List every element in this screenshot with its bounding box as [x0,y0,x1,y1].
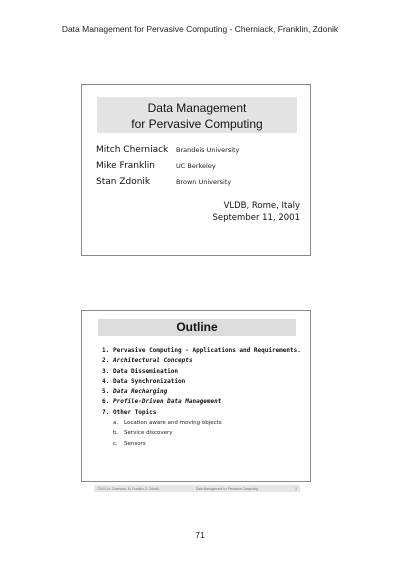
outline-subitem [102,439,301,449]
slide-title-line-1: Data Management [147,101,247,115]
venue-date: September 11, 2001 [212,213,300,223]
author-list [96,145,239,193]
outline-item-number: 1. [102,347,110,354]
outline-item-number: 6. [102,398,110,406]
outline-item-number: 2. [102,357,110,365]
outline-item [102,367,301,377]
venue-location: VLDB, Rome, Italy [223,201,300,211]
slide-title-line-2: for Pervasive Computing [131,117,263,131]
outline-item [102,387,301,397]
outline-subitem-text: Sensors [124,440,146,447]
outline-item-text: Data Dissemination [113,367,179,375]
outline-slide [81,310,311,491]
outline-item-text: Data Synchronization [113,377,186,385]
outline-item [102,356,301,366]
outline-item [102,346,301,356]
outline-item-text: Data Recharging [113,388,168,396]
author-row [96,177,239,193]
slide-title: Outline [98,319,296,336]
author-name: Mike Franklin [96,161,155,171]
outline-subitem-text: Location aware and moving objects [124,420,222,427]
outline-item-number: 7. [102,408,110,416]
footer-slide-number: 2 [295,486,297,491]
author-row [96,145,239,161]
author-institution: Brown University [176,178,232,186]
author-row [96,161,239,177]
outline-subitem-letter: c. [113,440,118,447]
author-name: Stan Zdonik [96,177,151,187]
author-institution: Brandeis University [176,146,240,154]
outline-item-number: 3. [102,367,110,375]
outline-item [102,377,301,387]
slide-title-box [97,97,297,133]
page-header: Data Management for Pervasive Computing - Cherniack, Franklin, Zdonik [61,24,339,34]
author-name: Mitch Cherniack [96,145,169,155]
venue-block [212,200,300,224]
outline-subitem-text: Service discovery [124,430,173,437]
outline-subitem [102,428,301,438]
author-institution: UC Berkeley [176,162,216,170]
outline-item-text: Pervasive Computing - Applications and Requirements. [113,347,301,354]
outline-item-number: 4. [102,377,110,385]
outline-subitem-letter: b. [113,430,119,437]
outline-item-number: 5. [102,388,110,396]
footer-copyright: ©2001 M. Cherniack, M. Franklin, S. Zdonik [97,486,159,491]
outline-subitem [102,418,301,428]
outline-subitem-letter: a. [113,420,119,427]
footer-title: Data Management for Pervasive Computing [196,486,259,491]
outline-item [102,397,301,407]
outline-item-text: Other Topics [113,408,157,416]
outline-item-text: Profile-Driven Data Management [113,398,222,406]
outline-item [102,408,301,418]
slide-footer [94,485,300,492]
outline-list [102,346,301,449]
page-number: 71 [195,530,205,540]
outline-item-text: Architectural Concepts [113,357,193,365]
title-slide [81,84,311,256]
